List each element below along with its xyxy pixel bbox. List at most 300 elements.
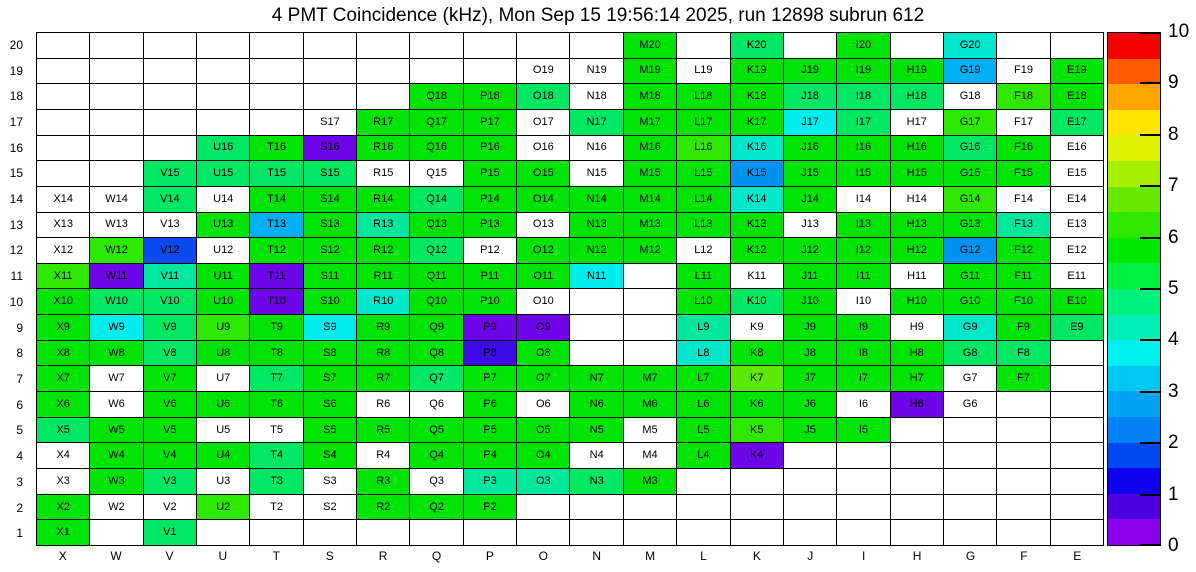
grid-cell bbox=[197, 59, 249, 84]
colorbar-tick bbox=[1140, 185, 1160, 187]
grid-cell: R5 bbox=[357, 418, 409, 443]
grid-cell: M5 bbox=[624, 418, 676, 443]
grid-cell: H19 bbox=[891, 59, 943, 84]
colorbar-tick bbox=[1140, 391, 1160, 393]
grid-cell: V10 bbox=[144, 289, 196, 314]
grid-cell: T7 bbox=[250, 366, 302, 391]
grid-cell: F7 bbox=[997, 366, 1049, 391]
grid-cell: O19 bbox=[517, 59, 569, 84]
grid-cell: U10 bbox=[197, 289, 249, 314]
grid-cell: I17 bbox=[837, 110, 889, 135]
grid-cell: L5 bbox=[677, 418, 729, 443]
grid-cell: N17 bbox=[570, 110, 622, 135]
x-axis-tick-label: V bbox=[165, 549, 174, 563]
grid-cell: F14 bbox=[997, 187, 1049, 212]
colorbar-band bbox=[1108, 187, 1160, 213]
y-axis-tick-label: 7 bbox=[16, 371, 23, 386]
grid-cell: G14 bbox=[944, 187, 996, 212]
grid-cell: R8 bbox=[357, 341, 409, 366]
grid-cell: K10 bbox=[731, 289, 783, 314]
grid-cell: U14 bbox=[197, 187, 249, 212]
grid-cell: X3 bbox=[37, 469, 89, 494]
grid-cell: U15 bbox=[197, 161, 249, 186]
grid-cell: O17 bbox=[517, 110, 569, 135]
grid-cell: P11 bbox=[464, 264, 516, 289]
grid-cell bbox=[1051, 469, 1103, 494]
grid-cell: L8 bbox=[677, 341, 729, 366]
grid-cell: I19 bbox=[837, 59, 889, 84]
y-axis-tick-label: 16 bbox=[9, 140, 23, 155]
grid-cell: P18 bbox=[464, 84, 516, 109]
grid-cell bbox=[944, 443, 996, 468]
grid-cell: I16 bbox=[837, 136, 889, 161]
grid-cell bbox=[944, 418, 996, 443]
grid-cell: F12 bbox=[997, 238, 1049, 263]
grid-cell: Q4 bbox=[410, 443, 462, 468]
grid-cell: N7 bbox=[570, 366, 622, 391]
grid-cell: R11 bbox=[357, 264, 409, 289]
grid-cell bbox=[37, 84, 89, 109]
colorbar-band bbox=[1108, 366, 1160, 392]
grid-cell bbox=[197, 110, 249, 135]
grid-cell bbox=[410, 520, 462, 545]
colorbar-tick-label: 5 bbox=[1168, 278, 1179, 299]
colorbar-tick bbox=[1140, 494, 1160, 496]
grid-cell bbox=[517, 495, 569, 520]
grid-cell bbox=[304, 520, 356, 545]
grid-cell bbox=[997, 33, 1049, 58]
grid-cell bbox=[837, 495, 889, 520]
grid-cell: U6 bbox=[197, 392, 249, 417]
grid-cell: I18 bbox=[837, 84, 889, 109]
grid-cell: J6 bbox=[784, 392, 836, 417]
grid-cell: G16 bbox=[944, 136, 996, 161]
grid-cell: S15 bbox=[304, 161, 356, 186]
grid-cell: F8 bbox=[997, 341, 1049, 366]
grid-cell: J11 bbox=[784, 264, 836, 289]
grid-cell: I12 bbox=[837, 238, 889, 263]
grid-cell: G19 bbox=[944, 59, 996, 84]
grid-cell: W2 bbox=[90, 495, 142, 520]
grid-cell: E13 bbox=[1051, 213, 1103, 238]
grid-cell bbox=[250, 59, 302, 84]
grid-cell: X9 bbox=[37, 315, 89, 340]
grid-cell: M19 bbox=[624, 59, 676, 84]
grid-cell bbox=[197, 33, 249, 58]
grid-cell bbox=[891, 469, 943, 494]
x-axis-tick-label: K bbox=[752, 549, 761, 563]
grid-cell: U8 bbox=[197, 341, 249, 366]
grid-cell: Q8 bbox=[410, 341, 462, 366]
y-axis-tick-label: 5 bbox=[16, 423, 23, 438]
grid-cell: V6 bbox=[144, 392, 196, 417]
grid-cell: P3 bbox=[464, 469, 516, 494]
y-axis-tick-label: 2 bbox=[16, 500, 23, 515]
grid-cell: X4 bbox=[37, 443, 89, 468]
grid-cell bbox=[837, 520, 889, 545]
x-axis-tick-label: E bbox=[1073, 549, 1082, 563]
grid-cell: W10 bbox=[90, 289, 142, 314]
grid-cell: U3 bbox=[197, 469, 249, 494]
grid-cell: H18 bbox=[891, 84, 943, 109]
grid-cell: K20 bbox=[731, 33, 783, 58]
y-axis-tick-label: 20 bbox=[9, 37, 23, 52]
colorbar-band bbox=[1108, 494, 1160, 520]
grid-cell bbox=[1051, 418, 1103, 443]
grid-cell: L16 bbox=[677, 136, 729, 161]
grid-cell bbox=[997, 469, 1049, 494]
grid-cell bbox=[891, 418, 943, 443]
grid-cell: V1 bbox=[144, 520, 196, 545]
x-axis-tick-label: G bbox=[965, 549, 976, 563]
grid-cell: Q13 bbox=[410, 213, 462, 238]
grid-cell bbox=[37, 59, 89, 84]
grid-cell: L6 bbox=[677, 392, 729, 417]
grid-cell: K19 bbox=[731, 59, 783, 84]
colorbar-tick-label: 2 bbox=[1168, 432, 1179, 454]
grid-cell: J5 bbox=[784, 418, 836, 443]
grid-cell: I11 bbox=[837, 264, 889, 289]
grid-cell bbox=[197, 84, 249, 109]
y-axis-tick-label: 18 bbox=[9, 89, 23, 104]
grid-cell bbox=[784, 495, 836, 520]
colorbar-band bbox=[1108, 135, 1160, 161]
colorbar-band bbox=[1108, 519, 1160, 545]
x-axis-tick-label: F bbox=[1020, 549, 1028, 563]
grid-cell: T9 bbox=[250, 315, 302, 340]
grid-cell bbox=[37, 110, 89, 135]
grid-cell bbox=[570, 341, 622, 366]
grid-cell bbox=[570, 520, 622, 545]
grid-cell: G15 bbox=[944, 161, 996, 186]
grid-cell: L10 bbox=[677, 289, 729, 314]
grid-cell: O12 bbox=[517, 238, 569, 263]
grid-cell: K8 bbox=[731, 341, 783, 366]
grid-cell: F15 bbox=[997, 161, 1049, 186]
x-axis-tick-label: O bbox=[538, 549, 548, 563]
x-axis-tick-label: Q bbox=[431, 549, 442, 563]
grid-cell: M15 bbox=[624, 161, 676, 186]
grid-cell: P10 bbox=[464, 289, 516, 314]
grid-cell bbox=[250, 110, 302, 135]
grid-cell: O6 bbox=[517, 392, 569, 417]
grid-cell bbox=[464, 59, 516, 84]
grid-cell: N4 bbox=[570, 443, 622, 468]
grid-cell: M6 bbox=[624, 392, 676, 417]
grid-cell: X14 bbox=[37, 187, 89, 212]
grid-cell: G18 bbox=[944, 84, 996, 109]
grid-cell: S8 bbox=[304, 341, 356, 366]
grid-cell: Q5 bbox=[410, 418, 462, 443]
grid-cell bbox=[37, 33, 89, 58]
grid-cell: R14 bbox=[357, 187, 409, 212]
grid-cell: S14 bbox=[304, 187, 356, 212]
grid-cell bbox=[250, 520, 302, 545]
grid-cell: E17 bbox=[1051, 110, 1103, 135]
grid-cell: Q15 bbox=[410, 161, 462, 186]
grid-cell: N15 bbox=[570, 161, 622, 186]
colorbar-band bbox=[1108, 238, 1160, 264]
grid-cell: F19 bbox=[997, 59, 1049, 84]
grid-cell: S7 bbox=[304, 366, 356, 391]
grid-cell: Q10 bbox=[410, 289, 462, 314]
colorbar-tick bbox=[1140, 339, 1160, 341]
grid-cell: L9 bbox=[677, 315, 729, 340]
grid-cell bbox=[144, 110, 196, 135]
x-axis-tick-label: H bbox=[912, 549, 922, 563]
y-axis-tick-label: 13 bbox=[9, 217, 23, 232]
x-axis-tick-label: W bbox=[110, 549, 122, 563]
x-axis-tick-label: N bbox=[592, 549, 602, 563]
grid-cell: X5 bbox=[37, 418, 89, 443]
colorbar-tick bbox=[1140, 32, 1160, 34]
colorbar-tick bbox=[1140, 134, 1160, 136]
grid-cell: Q3 bbox=[410, 469, 462, 494]
grid-cell: W9 bbox=[90, 315, 142, 340]
grid-cell: U7 bbox=[197, 366, 249, 391]
grid-cell bbox=[37, 136, 89, 161]
colorbar-tick-label: 6 bbox=[1168, 226, 1179, 248]
colorbar-tick-label: 7 bbox=[1168, 175, 1179, 197]
grid-cell: K16 bbox=[731, 136, 783, 161]
x-axis-tick-label: X bbox=[58, 549, 67, 563]
grid-cell: E14 bbox=[1051, 187, 1103, 212]
grid-cell: E9 bbox=[1051, 315, 1103, 340]
colorbar-band bbox=[1108, 33, 1160, 59]
grid-cell: P4 bbox=[464, 443, 516, 468]
grid-cell: H17 bbox=[891, 110, 943, 135]
grid-cell bbox=[357, 33, 409, 58]
x-axis-tick-label: M bbox=[645, 549, 656, 563]
grid-cell: I20 bbox=[837, 33, 889, 58]
grid-cell: H12 bbox=[891, 238, 943, 263]
grid-cell: I9 bbox=[837, 315, 889, 340]
grid-cell: R15 bbox=[357, 161, 409, 186]
grid-cell: H14 bbox=[891, 187, 943, 212]
grid-cell: P13 bbox=[464, 213, 516, 238]
grid-cell bbox=[837, 443, 889, 468]
grid-cell: U2 bbox=[197, 495, 249, 520]
grid-cell: H11 bbox=[891, 264, 943, 289]
colorbar-tick-label: 3 bbox=[1168, 380, 1179, 402]
grid-cell: O3 bbox=[517, 469, 569, 494]
grid-cell bbox=[784, 33, 836, 58]
grid-cell bbox=[90, 110, 142, 135]
grid-cell: P2 bbox=[464, 495, 516, 520]
grid-cell: U5 bbox=[197, 418, 249, 443]
grid-cell bbox=[197, 520, 249, 545]
grid-cell bbox=[464, 520, 516, 545]
colorbar-band bbox=[1108, 263, 1160, 289]
colorbar-tick bbox=[1140, 82, 1160, 84]
grid-cell: E18 bbox=[1051, 84, 1103, 109]
grid-cell bbox=[410, 33, 462, 58]
grid-cell: V15 bbox=[144, 161, 196, 186]
grid-cell bbox=[144, 136, 196, 161]
grid-cell: L19 bbox=[677, 59, 729, 84]
grid-cell: N12 bbox=[570, 238, 622, 263]
grid-cell: Q12 bbox=[410, 238, 462, 263]
grid-cell bbox=[1051, 495, 1103, 520]
grid-cell: X1 bbox=[37, 520, 89, 545]
grid-cell: K11 bbox=[731, 264, 783, 289]
y-axis-tick-label: 9 bbox=[16, 320, 23, 335]
grid-cell: J14 bbox=[784, 187, 836, 212]
grid-cell: W12 bbox=[90, 238, 142, 263]
grid-cell: S3 bbox=[304, 469, 356, 494]
grid-cell: G13 bbox=[944, 213, 996, 238]
grid-cell: K12 bbox=[731, 238, 783, 263]
grid-cell: H8 bbox=[891, 341, 943, 366]
grid-cell bbox=[570, 315, 622, 340]
grid-cell bbox=[570, 495, 622, 520]
grid-cell: L17 bbox=[677, 110, 729, 135]
grid-cell: N19 bbox=[570, 59, 622, 84]
y-axis-tick-label: 3 bbox=[16, 474, 23, 489]
grid-cell: W4 bbox=[90, 443, 142, 468]
grid-cell bbox=[90, 59, 142, 84]
grid-cell: R9 bbox=[357, 315, 409, 340]
colorbar-band bbox=[1108, 212, 1160, 238]
grid-cell bbox=[997, 443, 1049, 468]
grid-cell: K4 bbox=[731, 443, 783, 468]
grid-cell: S11 bbox=[304, 264, 356, 289]
grid-cell: N5 bbox=[570, 418, 622, 443]
grid-cell: F17 bbox=[997, 110, 1049, 135]
grid-cell bbox=[997, 520, 1049, 545]
grid-cell: V9 bbox=[144, 315, 196, 340]
grid-cell bbox=[997, 392, 1049, 417]
grid-cell: P9 bbox=[464, 315, 516, 340]
colorbar-band bbox=[1108, 161, 1160, 187]
grid-cell bbox=[784, 469, 836, 494]
grid-cell: F11 bbox=[997, 264, 1049, 289]
grid-cell: S9 bbox=[304, 315, 356, 340]
grid-cell: H9 bbox=[891, 315, 943, 340]
grid-cell: R17 bbox=[357, 110, 409, 135]
colorbar-band bbox=[1108, 417, 1160, 443]
grid-cell bbox=[410, 59, 462, 84]
grid-cell bbox=[570, 289, 622, 314]
grid-cell: L7 bbox=[677, 366, 729, 391]
grid-cell: T6 bbox=[250, 392, 302, 417]
grid-cell: G17 bbox=[944, 110, 996, 135]
grid-cell bbox=[624, 264, 676, 289]
grid-cell bbox=[90, 136, 142, 161]
grid-cell: I14 bbox=[837, 187, 889, 212]
grid-cell bbox=[357, 520, 409, 545]
grid-cell: T8 bbox=[250, 341, 302, 366]
grid-cell bbox=[304, 84, 356, 109]
grid-cell: S2 bbox=[304, 495, 356, 520]
grid-cell: S10 bbox=[304, 289, 356, 314]
grid-cell bbox=[624, 289, 676, 314]
grid-cell: L11 bbox=[677, 264, 729, 289]
colorbar-tick-label: 1 bbox=[1168, 483, 1179, 505]
grid-cell: W8 bbox=[90, 341, 142, 366]
grid-cell: R6 bbox=[357, 392, 409, 417]
grid-cell bbox=[1051, 366, 1103, 391]
grid-cell: L13 bbox=[677, 213, 729, 238]
grid-cell: X2 bbox=[37, 495, 89, 520]
grid-cell bbox=[90, 33, 142, 58]
grid-cell bbox=[677, 520, 729, 545]
grid-cell: N11 bbox=[570, 264, 622, 289]
grid-cell: T3 bbox=[250, 469, 302, 494]
grid-cell: F13 bbox=[997, 213, 1049, 238]
grid-cell bbox=[731, 469, 783, 494]
grid-cell: T15 bbox=[250, 161, 302, 186]
grid-cell: K13 bbox=[731, 213, 783, 238]
colorbar-tick bbox=[1140, 237, 1160, 239]
grid-cell: W11 bbox=[90, 264, 142, 289]
grid-cell: M4 bbox=[624, 443, 676, 468]
grid-cell: V12 bbox=[144, 238, 196, 263]
colorbar-band bbox=[1108, 110, 1160, 136]
grid-cell: K9 bbox=[731, 315, 783, 340]
grid-cell: E15 bbox=[1051, 161, 1103, 186]
grid-cell: E10 bbox=[1051, 289, 1103, 314]
grid-cell: K5 bbox=[731, 418, 783, 443]
grid-cell: P12 bbox=[464, 238, 516, 263]
colorbar-band bbox=[1108, 468, 1160, 494]
grid-cell bbox=[250, 33, 302, 58]
grid-cell bbox=[677, 469, 729, 494]
grid-cell: O5 bbox=[517, 418, 569, 443]
grid-cell: R16 bbox=[357, 136, 409, 161]
grid-cell: R13 bbox=[357, 213, 409, 238]
grid-cell: T2 bbox=[250, 495, 302, 520]
grid-cell: X12 bbox=[37, 238, 89, 263]
grid-cell: K6 bbox=[731, 392, 783, 417]
grid-cell bbox=[304, 33, 356, 58]
grid-cell: O4 bbox=[517, 443, 569, 468]
y-axis-tick-label: 4 bbox=[16, 449, 23, 464]
grid-cell: E11 bbox=[1051, 264, 1103, 289]
colorbar-tick-label: 8 bbox=[1168, 123, 1179, 145]
y-axis-tick-label: 12 bbox=[9, 243, 23, 258]
y-axis-tick-label: 14 bbox=[9, 192, 23, 207]
grid-cell: I7 bbox=[837, 366, 889, 391]
grid-cell: K17 bbox=[731, 110, 783, 135]
grid-cell bbox=[731, 495, 783, 520]
grid-cell: H7 bbox=[891, 366, 943, 391]
grid-cell bbox=[570, 33, 622, 58]
grid-cell bbox=[997, 495, 1049, 520]
x-axis-tick-label: S bbox=[325, 549, 334, 563]
grid-cell: T12 bbox=[250, 238, 302, 263]
grid-cell bbox=[891, 495, 943, 520]
grid-cell: R10 bbox=[357, 289, 409, 314]
grid-cell bbox=[517, 33, 569, 58]
grid-cell: W14 bbox=[90, 187, 142, 212]
grid-cell: O8 bbox=[517, 341, 569, 366]
grid-cell: G12 bbox=[944, 238, 996, 263]
grid-cell: O7 bbox=[517, 366, 569, 391]
grid-cell: J13 bbox=[784, 213, 836, 238]
grid-cell: V13 bbox=[144, 213, 196, 238]
grid-cell: U12 bbox=[197, 238, 249, 263]
y-axis-tick-label: 17 bbox=[9, 114, 23, 129]
grid-cell: E16 bbox=[1051, 136, 1103, 161]
grid-cell bbox=[997, 418, 1049, 443]
x-axis-tick-label: L bbox=[700, 549, 707, 563]
grid-cell bbox=[144, 84, 196, 109]
grid-cell: O11 bbox=[517, 264, 569, 289]
grid-cell bbox=[731, 520, 783, 545]
grid-cell: Q18 bbox=[410, 84, 462, 109]
grid-cell: T11 bbox=[250, 264, 302, 289]
